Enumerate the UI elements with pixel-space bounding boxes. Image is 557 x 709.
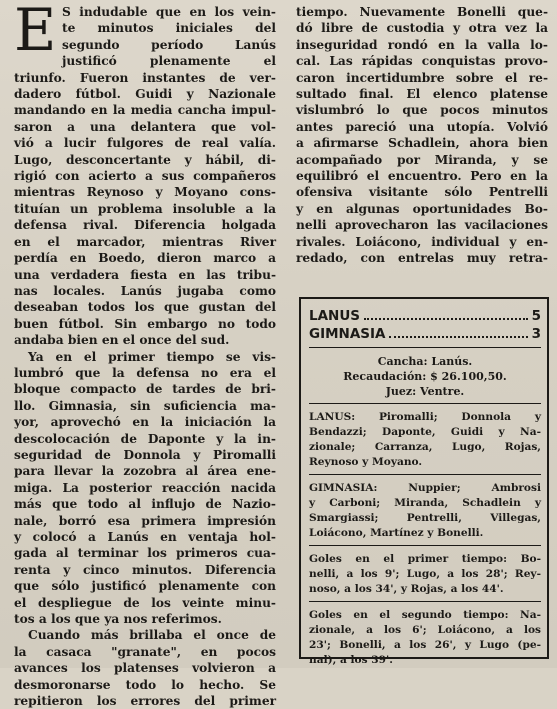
article-line: perdía en Boedo, dieron marco a [14, 251, 276, 266]
article-line: gada al terminar los primeros cua- [14, 546, 276, 561]
article-line: vió a lucir fulgores de real valía. [14, 136, 276, 151]
lineup-line: LANUS: Piromalli; Donnola y [309, 411, 541, 423]
lineup-line: Bendazzi; Daponte, Guidi y Na- [309, 426, 541, 438]
lineup-line: Reynoso y Moyano. [309, 456, 423, 468]
article-line: renta y cinco minutos. Diferencia [14, 562, 276, 577]
article-line: dadero fútbol. Guidi y Nazionale [14, 87, 276, 102]
home-lineup [309, 410, 541, 470]
article-line: miga. La posterior reacción nacida [14, 480, 276, 495]
article-opening [14, 0, 276, 70]
lineup-line: y Carboni; Miranda, Schadlein y [309, 497, 541, 509]
lineup-line: GIMNASIA: Nuppier; Ambrosi [309, 482, 541, 494]
article-line: una verdadera fiesta en las tribu- [14, 267, 276, 282]
article-line: a afirmarse Schadlein, ahora bien [296, 136, 548, 151]
article-line: cal. Las rápidas conquistas provo- [296, 54, 548, 69]
referee-info: Juez: Ventre. [385, 385, 465, 398]
away-lineup [309, 481, 541, 541]
article-line: tiempo. Nuevamente Bonelli que- [296, 5, 548, 19]
goals-line: Goles en el primer tiempo: Bo- [309, 553, 541, 565]
article-column-right [296, 4, 548, 267]
leader-dots [389, 336, 527, 338]
divider [309, 403, 541, 404]
article-line: nale, borró esa primera impresión [14, 513, 276, 528]
article-line: inseguridad rondó en la valla lo- [296, 37, 548, 52]
article-line: ofensiva visitante sólo Pentrelli [296, 185, 548, 200]
home-team-score: 5 [531, 308, 541, 324]
goals-line: noso, a los 34', y Rojas, a los 44'. [309, 583, 504, 595]
article-line: Cuando más brillaba el once de [28, 628, 276, 643]
gate-receipts: Recaudación: $ 26.100,50. [343, 370, 507, 383]
article-line: que sólo justificó plenamente con [14, 579, 276, 594]
article-line: deseaban todos los que gustan del [14, 300, 276, 315]
article-line: repitieron los errores del primer [14, 694, 276, 709]
article-line: descolocación de Daponte y la in- [14, 431, 276, 446]
divider [309, 545, 541, 546]
article-line: lumbró que la defensa no era el [14, 365, 276, 380]
article-line: el despliegue de los veinte minu- [14, 595, 276, 610]
divider [309, 474, 541, 475]
away-team-name: GIMNASIA [309, 326, 386, 342]
article-line: redado, con entrelas muy retra- [296, 251, 548, 266]
goals-line: nal), a los 39'. [309, 654, 393, 666]
article-line: para llevar la zozobra al área ene- [14, 464, 276, 479]
article-line: defensa rival. Diferencia holgada [14, 218, 276, 233]
goals-line: zionale, a los 6'; Loiácono, a los [309, 624, 541, 636]
lineup-line: Loiácono, Martínez y Bonelli. [309, 527, 484, 539]
article-line: tituían un problema insoluble a la [14, 201, 276, 216]
score-row-home [309, 307, 541, 325]
article-line: rigió con acierto a sus compañeros [14, 169, 276, 184]
article-line: acompañado por Miranda, y se [296, 152, 548, 167]
article-line: más que todo al influjo de Nazio- [14, 497, 276, 512]
article-line: sultado final. El elenco platense [296, 87, 548, 102]
stadium-info: Cancha: Lanús. [377, 355, 473, 368]
article-line: la casaca "granate", en pocos [14, 644, 276, 659]
article-line: triunfo. Fueron instantes de ver- [14, 70, 276, 85]
article-line: rivales. Loiácono, individual y en- [296, 234, 548, 249]
score-row-away [309, 325, 541, 343]
article-line: justificó plenamente el [62, 54, 276, 69]
article-line: antes pareció una utopía. Volvió [296, 119, 548, 134]
article-line: y en algunas oportunidades Bo- [296, 201, 548, 216]
drop-cap: E [14, 0, 57, 64]
home-team-name: LANUS [309, 308, 361, 324]
divider [309, 347, 541, 348]
goals-line: nelli, a los 9'; Lugo, a los 28'; Rey- [309, 568, 541, 580]
article-line: avances los platenses volvieron a [14, 661, 276, 676]
leader-dots [364, 318, 528, 320]
article-line: seguridad de Donnola y Piromalli [14, 447, 276, 462]
article-line: y colocó a Lanús en ventaja hol- [14, 530, 276, 544]
goals-line: 23'; Bonelli, a los 26', y Lugo (pe- [309, 639, 541, 651]
article-line: yor, aprovechó en la iniciación la [14, 415, 276, 430]
article-line: llo. Gimnasia, sin suficiencia ma- [14, 398, 276, 413]
article-line: mientras Reynoso y Moyano cons- [14, 185, 276, 200]
article-line: en el marcador, mientras River [14, 234, 276, 249]
article-line: caron incertidumbre sobre el re- [296, 70, 548, 85]
article-line: buen fútbol. Sin embargo no todo [14, 316, 276, 331]
article-column-left [14, 0, 276, 709]
article-line: andaba bien en el once del sud. [14, 333, 230, 348]
divider [309, 601, 541, 602]
article-line: bloque compacto de tardes de bri- [14, 382, 276, 397]
away-team-score: 3 [531, 326, 541, 342]
article-line: saron a una delantera que vol- [14, 119, 276, 134]
article-line: vislumbró lo que pocos minutos [296, 103, 548, 118]
goals-line: Goles en el segundo tiempo: Na- [309, 609, 541, 621]
article-line: Ya en el primer tiempo se vis- [28, 349, 276, 364]
second-half-goals [309, 608, 541, 668]
article-line: tos a los que ya nos referimos. [14, 612, 222, 627]
article-line: te minutos iniciales del [62, 21, 276, 36]
match-summary-box [299, 297, 549, 666]
article-line: segundo período Lanús [62, 37, 276, 52]
article-line: equilibró el encuentro. Pero en la [296, 169, 548, 184]
article-line: S indudable que en los vein- [62, 5, 276, 19]
article-line: mandando en la media cancha impul- [14, 103, 276, 118]
lineup-line: Smargiassi; Pentrelli, Villegas, [309, 512, 541, 524]
article-line: nas locales. Lanús jugaba como [14, 283, 276, 298]
first-half-goals [309, 552, 541, 597]
lineup-line: zionale; Carranza, Lugo, Rojas, [309, 441, 541, 453]
article-line: nelli aprovecharon las vacilaciones [296, 218, 548, 233]
article-line: Lugo, desconcertante y hábil, di- [14, 152, 276, 167]
article-line: desmoronarse todo lo hecho. Se [14, 677, 276, 692]
article-line: dó libre de custodia y otra vez la [296, 21, 548, 36]
